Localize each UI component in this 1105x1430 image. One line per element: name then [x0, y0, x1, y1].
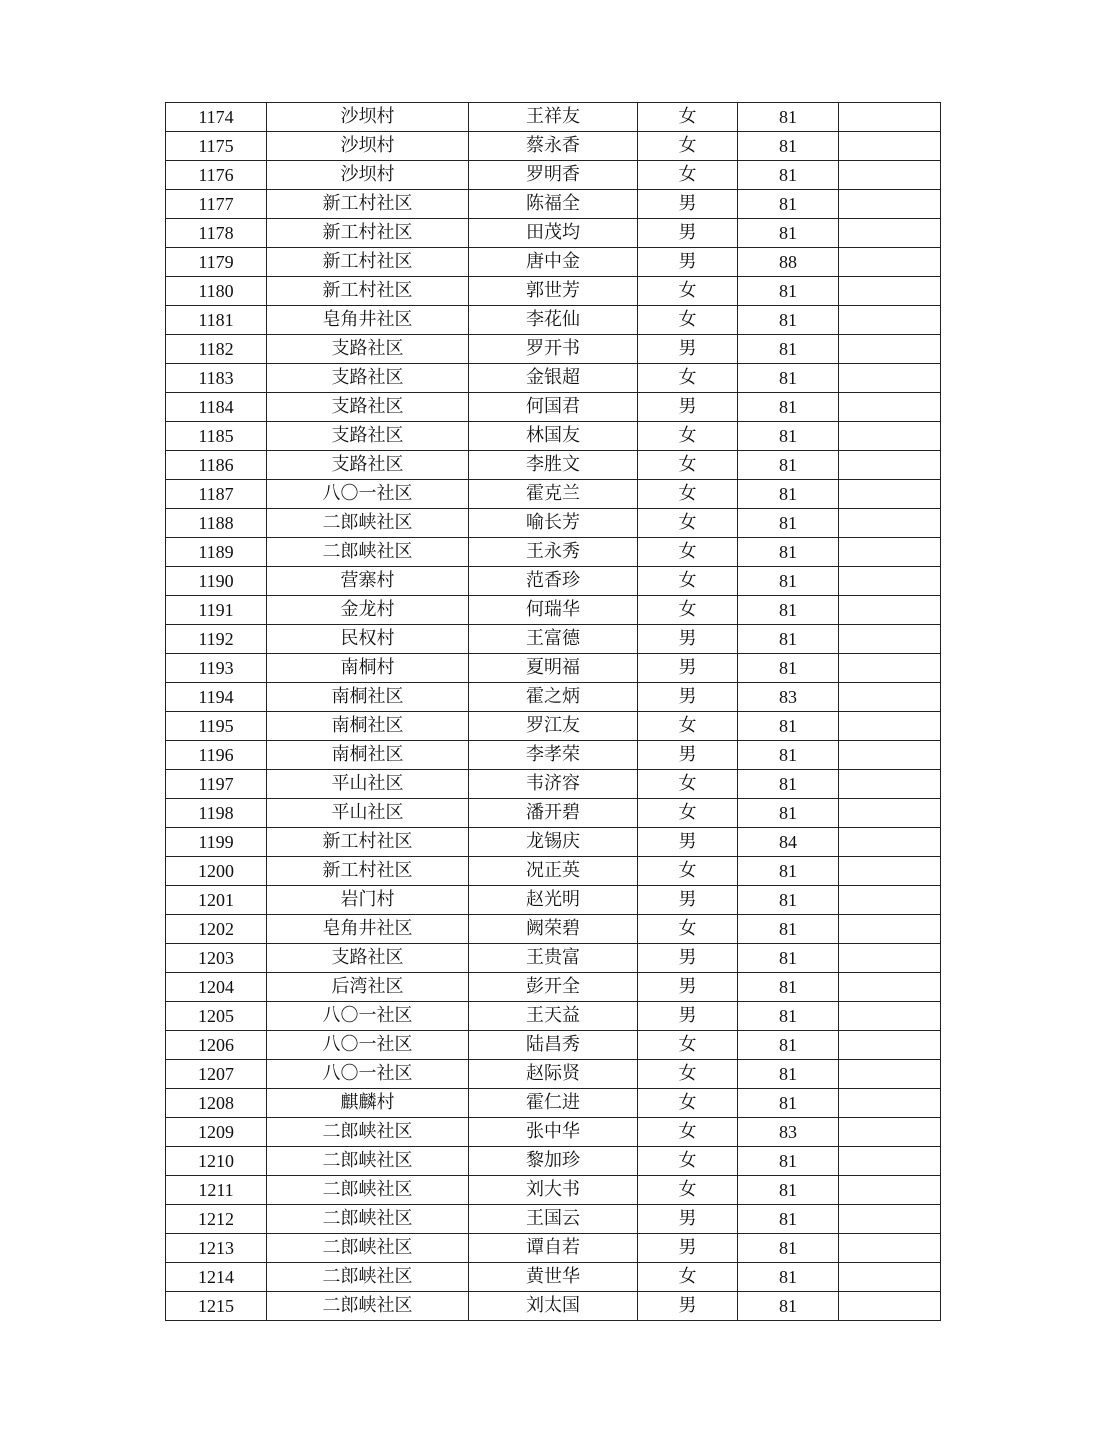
age-cell: 81	[738, 1176, 839, 1205]
remark-cell	[839, 1031, 941, 1060]
age-cell: 81	[738, 1002, 839, 1031]
community-cell: 平山社区	[267, 799, 469, 828]
serial-number-cell: 1206	[166, 1031, 267, 1060]
gender-cell: 男	[638, 886, 738, 915]
remark-cell	[839, 857, 941, 886]
table-row	[166, 219, 941, 248]
serial-number-cell: 1208	[166, 1089, 267, 1118]
gender-cell: 女	[638, 364, 738, 393]
gender-cell: 男	[638, 1234, 738, 1263]
name-cell: 金银超	[469, 364, 638, 393]
table-row	[166, 1263, 941, 1292]
serial-number-cell: 1203	[166, 944, 267, 973]
serial-number-cell: 1176	[166, 161, 267, 190]
serial-number-cell: 1214	[166, 1263, 267, 1292]
serial-number-cell: 1213	[166, 1234, 267, 1263]
remark-cell	[839, 915, 941, 944]
gender-cell: 男	[638, 741, 738, 770]
table-row	[166, 741, 941, 770]
serial-number-cell: 1192	[166, 625, 267, 654]
community-cell: 二郎峡社区	[267, 1234, 469, 1263]
serial-number-cell: 1179	[166, 248, 267, 277]
table-row	[166, 190, 941, 219]
name-cell: 罗开书	[469, 335, 638, 364]
serial-number-cell: 1183	[166, 364, 267, 393]
gender-cell: 男	[638, 393, 738, 422]
remark-cell	[839, 712, 941, 741]
age-cell: 81	[738, 567, 839, 596]
community-cell: 支路社区	[267, 335, 469, 364]
gender-cell: 女	[638, 132, 738, 161]
remark-cell	[839, 451, 941, 480]
serial-number-cell: 1211	[166, 1176, 267, 1205]
table-row	[166, 1060, 941, 1089]
remark-cell	[839, 190, 941, 219]
name-cell: 何国君	[469, 393, 638, 422]
community-cell: 支路社区	[267, 364, 469, 393]
community-cell: 二郎峡社区	[267, 538, 469, 567]
age-cell: 81	[738, 770, 839, 799]
remark-cell	[839, 1060, 941, 1089]
gender-cell: 女	[638, 712, 738, 741]
serial-number-cell: 1178	[166, 219, 267, 248]
name-cell: 范香珍	[469, 567, 638, 596]
community-cell: 二郎峡社区	[267, 1118, 469, 1147]
age-cell: 81	[738, 219, 839, 248]
community-cell: 支路社区	[267, 393, 469, 422]
community-cell: 八〇一社区	[267, 480, 469, 509]
gender-cell: 女	[638, 306, 738, 335]
gender-cell: 男	[638, 1292, 738, 1321]
community-cell: 新工村社区	[267, 190, 469, 219]
name-cell: 陆昌秀	[469, 1031, 638, 1060]
name-cell: 郭世芳	[469, 277, 638, 306]
remark-cell	[839, 683, 941, 712]
community-cell: 皂角井社区	[267, 306, 469, 335]
serial-number-cell: 1193	[166, 654, 267, 683]
age-cell: 81	[738, 596, 839, 625]
table-row	[166, 625, 941, 654]
name-cell: 霍仁进	[469, 1089, 638, 1118]
table-row	[166, 1292, 941, 1321]
age-cell: 81	[738, 132, 839, 161]
remark-cell	[839, 1118, 941, 1147]
remark-cell	[839, 422, 941, 451]
community-cell: 沙坝村	[267, 103, 469, 132]
table-row	[166, 1205, 941, 1234]
gender-cell: 男	[638, 973, 738, 1002]
serial-number-cell: 1199	[166, 828, 267, 857]
gender-cell: 男	[638, 625, 738, 654]
gender-cell: 女	[638, 857, 738, 886]
age-cell: 81	[738, 422, 839, 451]
remark-cell	[839, 1002, 941, 1031]
name-cell: 夏明福	[469, 654, 638, 683]
name-cell: 彭开全	[469, 973, 638, 1002]
community-cell: 南桐社区	[267, 683, 469, 712]
serial-number-cell: 1212	[166, 1205, 267, 1234]
name-cell: 霍之炳	[469, 683, 638, 712]
name-cell: 王贵富	[469, 944, 638, 973]
table-row	[166, 509, 941, 538]
age-cell: 81	[738, 625, 839, 654]
serial-number-cell: 1185	[166, 422, 267, 451]
table-row	[166, 944, 941, 973]
gender-cell: 女	[638, 567, 738, 596]
table-row	[166, 422, 941, 451]
serial-number-cell: 1209	[166, 1118, 267, 1147]
serial-number-cell: 1198	[166, 799, 267, 828]
age-cell: 81	[738, 335, 839, 364]
remark-cell	[839, 828, 941, 857]
age-cell: 81	[738, 509, 839, 538]
community-cell: 民权村	[267, 625, 469, 654]
name-cell: 黄世华	[469, 1263, 638, 1292]
serial-number-cell: 1196	[166, 741, 267, 770]
community-cell: 南桐村	[267, 654, 469, 683]
name-cell: 唐中金	[469, 248, 638, 277]
table-row	[166, 857, 941, 886]
name-cell: 赵际贤	[469, 1060, 638, 1089]
table-row	[166, 364, 941, 393]
remark-cell	[839, 161, 941, 190]
community-cell: 平山社区	[267, 770, 469, 799]
age-cell: 81	[738, 306, 839, 335]
name-cell: 谭自若	[469, 1234, 638, 1263]
remark-cell	[839, 306, 941, 335]
serial-number-cell: 1188	[166, 509, 267, 538]
gender-cell: 男	[638, 944, 738, 973]
serial-number-cell: 1189	[166, 538, 267, 567]
gender-cell: 女	[638, 451, 738, 480]
community-cell: 支路社区	[267, 422, 469, 451]
community-cell: 二郎峡社区	[267, 1292, 469, 1321]
remark-cell	[839, 1234, 941, 1263]
serial-number-cell: 1177	[166, 190, 267, 219]
age-cell: 81	[738, 857, 839, 886]
remark-cell	[839, 364, 941, 393]
age-cell: 81	[738, 190, 839, 219]
age-cell: 83	[738, 683, 839, 712]
age-cell: 81	[738, 364, 839, 393]
remark-cell	[839, 277, 941, 306]
community-cell: 二郎峡社区	[267, 1205, 469, 1234]
table-row	[166, 277, 941, 306]
age-cell: 81	[738, 161, 839, 190]
community-cell: 支路社区	[267, 944, 469, 973]
community-cell: 麒麟村	[267, 1089, 469, 1118]
remark-cell	[839, 480, 941, 509]
name-cell: 张中华	[469, 1118, 638, 1147]
table-row	[166, 538, 941, 567]
name-cell: 喻长芳	[469, 509, 638, 538]
table-row	[166, 1031, 941, 1060]
age-cell: 81	[738, 277, 839, 306]
gender-cell: 男	[638, 190, 738, 219]
table-row	[166, 596, 941, 625]
name-cell: 刘大书	[469, 1176, 638, 1205]
gender-cell: 男	[638, 219, 738, 248]
community-cell: 二郎峡社区	[267, 509, 469, 538]
roster-table	[165, 102, 941, 1321]
name-cell: 龙锡庆	[469, 828, 638, 857]
remark-cell	[839, 509, 941, 538]
table-row	[166, 915, 941, 944]
remark-cell	[839, 799, 941, 828]
serial-number-cell: 1184	[166, 393, 267, 422]
serial-number-cell: 1215	[166, 1292, 267, 1321]
gender-cell: 女	[638, 770, 738, 799]
serial-number-cell: 1200	[166, 857, 267, 886]
remark-cell	[839, 625, 941, 654]
gender-cell: 男	[638, 1205, 738, 1234]
community-cell: 新工村社区	[267, 219, 469, 248]
table-row	[166, 248, 941, 277]
remark-cell	[839, 944, 941, 973]
name-cell: 田茂均	[469, 219, 638, 248]
name-cell: 况正英	[469, 857, 638, 886]
community-cell: 新工村社区	[267, 248, 469, 277]
remark-cell	[839, 596, 941, 625]
remark-cell	[839, 132, 941, 161]
remark-cell	[839, 886, 941, 915]
remark-cell	[839, 973, 941, 1002]
community-cell: 营寨村	[267, 567, 469, 596]
table-row	[166, 480, 941, 509]
name-cell: 罗江友	[469, 712, 638, 741]
serial-number-cell: 1174	[166, 103, 267, 132]
gender-cell: 男	[638, 683, 738, 712]
gender-cell: 女	[638, 1089, 738, 1118]
remark-cell	[839, 567, 941, 596]
gender-cell: 男	[638, 1002, 738, 1031]
age-cell: 81	[738, 712, 839, 741]
gender-cell: 女	[638, 161, 738, 190]
community-cell: 新工村社区	[267, 277, 469, 306]
name-cell: 李孝荣	[469, 741, 638, 770]
community-cell: 金龙村	[267, 596, 469, 625]
community-cell: 后湾社区	[267, 973, 469, 1002]
table-row	[166, 161, 941, 190]
community-cell: 八〇一社区	[267, 1031, 469, 1060]
serial-number-cell: 1205	[166, 1002, 267, 1031]
gender-cell: 女	[638, 1118, 738, 1147]
remark-cell	[839, 393, 941, 422]
table-row	[166, 828, 941, 857]
table-row	[166, 393, 941, 422]
community-cell: 支路社区	[267, 451, 469, 480]
table-row	[166, 103, 941, 132]
age-cell: 81	[738, 451, 839, 480]
age-cell: 81	[738, 1234, 839, 1263]
table-row	[166, 1176, 941, 1205]
serial-number-cell: 1194	[166, 683, 267, 712]
table-row	[166, 1002, 941, 1031]
name-cell: 潘开碧	[469, 799, 638, 828]
community-cell: 新工村社区	[267, 857, 469, 886]
gender-cell: 男	[638, 248, 738, 277]
gender-cell: 女	[638, 422, 738, 451]
age-cell: 81	[738, 538, 839, 567]
name-cell: 陈福全	[469, 190, 638, 219]
remark-cell	[839, 1089, 941, 1118]
gender-cell: 女	[638, 277, 738, 306]
serial-number-cell: 1201	[166, 886, 267, 915]
serial-number-cell: 1186	[166, 451, 267, 480]
age-cell: 81	[738, 1089, 839, 1118]
serial-number-cell: 1180	[166, 277, 267, 306]
age-cell: 81	[738, 1292, 839, 1321]
gender-cell: 男	[638, 335, 738, 364]
name-cell: 赵光明	[469, 886, 638, 915]
name-cell: 霍克兰	[469, 480, 638, 509]
serial-number-cell: 1207	[166, 1060, 267, 1089]
name-cell: 阙荣碧	[469, 915, 638, 944]
community-cell: 二郎峡社区	[267, 1263, 469, 1292]
remark-cell	[839, 248, 941, 277]
remark-cell	[839, 1205, 941, 1234]
serial-number-cell: 1181	[166, 306, 267, 335]
community-cell: 八〇一社区	[267, 1002, 469, 1031]
remark-cell	[839, 770, 941, 799]
name-cell: 李花仙	[469, 306, 638, 335]
table-row	[166, 799, 941, 828]
remark-cell	[839, 1292, 941, 1321]
gender-cell: 女	[638, 509, 738, 538]
remark-cell	[839, 335, 941, 364]
community-cell: 南桐社区	[267, 712, 469, 741]
remark-cell	[839, 741, 941, 770]
serial-number-cell: 1195	[166, 712, 267, 741]
age-cell: 81	[738, 944, 839, 973]
age-cell: 81	[738, 393, 839, 422]
age-cell: 81	[738, 1031, 839, 1060]
age-cell: 88	[738, 248, 839, 277]
age-cell: 81	[738, 741, 839, 770]
serial-number-cell: 1204	[166, 973, 267, 1002]
serial-number-cell: 1175	[166, 132, 267, 161]
name-cell: 刘太国	[469, 1292, 638, 1321]
table-row	[166, 567, 941, 596]
age-cell: 81	[738, 915, 839, 944]
age-cell: 81	[738, 480, 839, 509]
name-cell: 韦济容	[469, 770, 638, 799]
community-cell: 南桐社区	[267, 741, 469, 770]
gender-cell: 女	[638, 103, 738, 132]
gender-cell: 女	[638, 915, 738, 944]
table-row	[166, 973, 941, 1002]
age-cell: 81	[738, 654, 839, 683]
table-row	[166, 654, 941, 683]
gender-cell: 女	[638, 1031, 738, 1060]
community-cell: 皂角井社区	[267, 915, 469, 944]
table-row	[166, 1147, 941, 1176]
name-cell: 罗明香	[469, 161, 638, 190]
community-cell: 沙坝村	[267, 161, 469, 190]
table-row	[166, 1089, 941, 1118]
remark-cell	[839, 219, 941, 248]
community-cell: 八〇一社区	[267, 1060, 469, 1089]
table-row	[166, 712, 941, 741]
table-row	[166, 132, 941, 161]
name-cell: 林国友	[469, 422, 638, 451]
serial-number-cell: 1182	[166, 335, 267, 364]
gender-cell: 男	[638, 654, 738, 683]
gender-cell: 女	[638, 538, 738, 567]
community-cell: 岩门村	[267, 886, 469, 915]
serial-number-cell: 1187	[166, 480, 267, 509]
age-cell: 81	[738, 1205, 839, 1234]
table-row	[166, 451, 941, 480]
table-row	[166, 770, 941, 799]
gender-cell: 男	[638, 828, 738, 857]
serial-number-cell: 1210	[166, 1147, 267, 1176]
age-cell: 81	[738, 1060, 839, 1089]
serial-number-cell: 1197	[166, 770, 267, 799]
serial-number-cell: 1191	[166, 596, 267, 625]
table-row	[166, 1234, 941, 1263]
serial-number-cell: 1190	[166, 567, 267, 596]
name-cell: 黎加珍	[469, 1147, 638, 1176]
age-cell: 81	[738, 799, 839, 828]
remark-cell	[839, 538, 941, 567]
remark-cell	[839, 1176, 941, 1205]
age-cell: 83	[738, 1118, 839, 1147]
age-cell: 84	[738, 828, 839, 857]
name-cell: 李胜文	[469, 451, 638, 480]
age-cell: 81	[738, 1147, 839, 1176]
gender-cell: 女	[638, 480, 738, 509]
age-cell: 81	[738, 1263, 839, 1292]
remark-cell	[839, 1263, 941, 1292]
table-row	[166, 306, 941, 335]
age-cell: 81	[738, 103, 839, 132]
table-row	[166, 886, 941, 915]
age-cell: 81	[738, 973, 839, 1002]
roster-body	[166, 103, 941, 1321]
remark-cell	[839, 654, 941, 683]
name-cell: 王国云	[469, 1205, 638, 1234]
remark-cell	[839, 103, 941, 132]
name-cell: 何瑞华	[469, 596, 638, 625]
name-cell: 王富德	[469, 625, 638, 654]
gender-cell: 女	[638, 596, 738, 625]
gender-cell: 女	[638, 1263, 738, 1292]
table-row	[166, 683, 941, 712]
name-cell: 王天益	[469, 1002, 638, 1031]
gender-cell: 女	[638, 1147, 738, 1176]
serial-number-cell: 1202	[166, 915, 267, 944]
gender-cell: 女	[638, 1176, 738, 1205]
name-cell: 蔡永香	[469, 132, 638, 161]
community-cell: 二郎峡社区	[267, 1147, 469, 1176]
remark-cell	[839, 1147, 941, 1176]
community-cell: 二郎峡社区	[267, 1176, 469, 1205]
community-cell: 新工村社区	[267, 828, 469, 857]
name-cell: 王祥友	[469, 103, 638, 132]
age-cell: 81	[738, 886, 839, 915]
community-cell: 沙坝村	[267, 132, 469, 161]
table-row	[166, 1118, 941, 1147]
gender-cell: 女	[638, 1060, 738, 1089]
table-row	[166, 335, 941, 364]
gender-cell: 女	[638, 799, 738, 828]
name-cell: 王永秀	[469, 538, 638, 567]
